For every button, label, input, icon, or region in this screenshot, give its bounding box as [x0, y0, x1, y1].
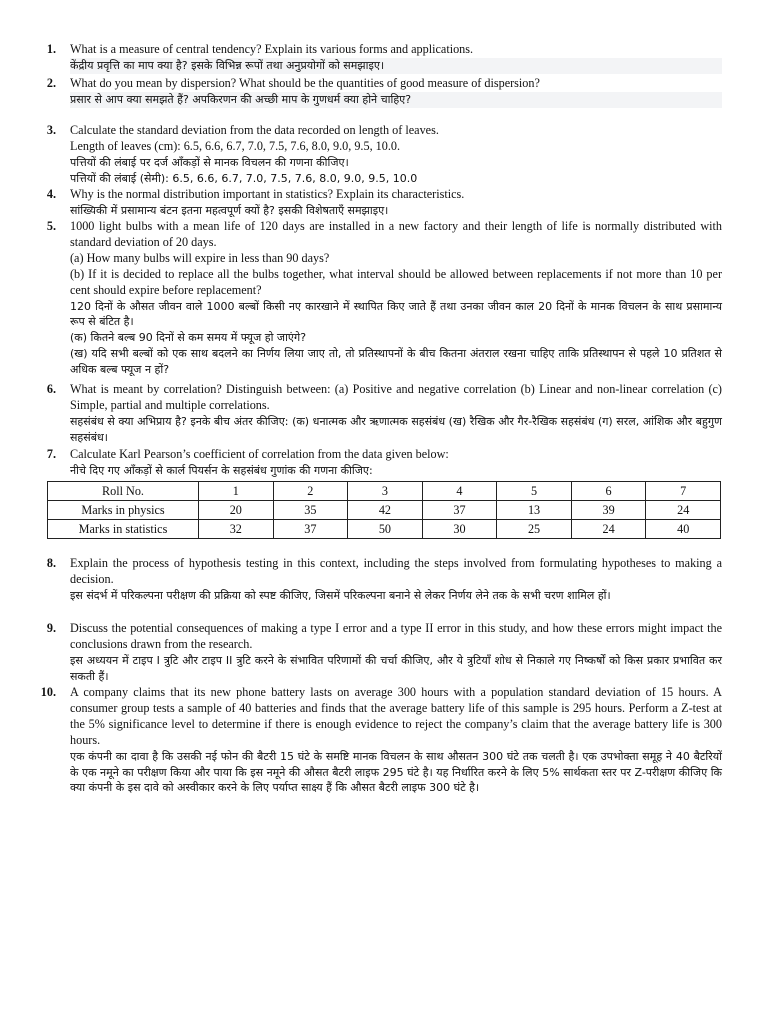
question-number: 10.: [40, 685, 56, 699]
question-part-a-hi: (क) कितने बल्ब 90 दिनों से कम समय में फ्यूज हो जाएंगे?: [70, 331, 307, 345]
table-cell: 35: [273, 501, 348, 520]
question-number: 6.: [46, 382, 56, 396]
question-number: 7.: [46, 447, 56, 461]
question-text-en: Explain the process of hypothesis testing in this context, including the steps involved from formulating hypotheses to making a decision.: [70, 556, 722, 586]
question-part-b-en: (b) If it is decided to replace all the bulbs together, what interval should be allowed between replacements if not more than 10 per cent should expire before replacement?: [70, 266, 722, 297]
question-text-hi: सहसंबंध से क्या अभिप्राय है? इनके बीच अंतर कीजिए: (क) धनात्मक और ऋणात्मक सहसंबंध (ख) रैखिक और गैर-रैखिक सहसंबंध (ग) सरल, आंशिक और बहुगुण सहसंबंध।: [70, 414, 722, 444]
table-cell: 40: [646, 520, 721, 539]
table-cell: 24: [571, 520, 646, 539]
table-cell: 2: [273, 482, 348, 501]
question-text-en: 1000 light bulbs with a mean life of 120 days are installed in a new factory and their length of life is normally distributed with standard deviation of 20 days.: [70, 219, 722, 249]
table-cell: 42: [348, 501, 423, 520]
question-number: 2.: [46, 76, 56, 90]
question-text-en: A company claims that its new phone battery lasts on average 300 hours with a population standard deviation of 15 hours. A consumer group tests a sample of 40 batteries and finds that the average battery life of this sample is 295 hours. Perform a Z-test at the 5% significance level to determine if there is enough evidence to reject the company’s claim that the average battery life is 300 hours.: [70, 685, 722, 747]
table-cell: 39: [571, 501, 646, 520]
question-text-hi: केंद्रीय प्रवृत्ति का माप क्या है? इसके विभिन्न रूपों तथा अनुप्रयोगों को समझाइए।: [70, 58, 722, 74]
question-text-en: What do you mean by dispersion? What should be the quantities of good measure of dispersion?: [70, 76, 540, 90]
question-data-en: Length of leaves (cm): 6.5, 6.6, 6.7, 7.0, 7.5, 7.6, 8.0, 9.0, 9.5, 10.0.: [70, 138, 401, 153]
table-cell: 1: [199, 482, 274, 501]
table-row: [48, 501, 721, 520]
question-text-hi: नीचे दिए गए आँकड़ों से कार्ल पियर्सन के सहसंबंध गुणांक की गणना कीजिए:: [70, 463, 373, 477]
question-number: 4.: [46, 187, 56, 201]
table-cell: 6: [571, 482, 646, 501]
question-number: 8.: [46, 556, 56, 570]
question-data-hi: पत्तियों की लंबाई (सेमी): 6.5, 6.6, 6.7, 7.0, 7.5, 7.6, 8.0, 9.0, 9.5, 10.0: [70, 171, 418, 185]
question-number: 9.: [46, 621, 56, 635]
question-text-en: Calculate the standard deviation from the data recorded on length of leaves.: [70, 123, 439, 137]
question-text-hi: पत्तियों की लंबाई पर दर्ज आँकड़ों से मानक विचलन की गणना कीजिए।: [70, 155, 349, 169]
table-cell: 20: [199, 501, 274, 520]
table-cell: 7: [646, 482, 721, 501]
table-cell: 37: [273, 520, 348, 539]
question-text-en: Calculate Karl Pearson’s coefficient of correlation from the data given below:: [70, 447, 449, 461]
table-cell: 24: [646, 501, 721, 520]
table-cell: 13: [497, 501, 572, 520]
table-cell: Roll No.: [48, 482, 199, 501]
question-text-hi: सांख्यिकी में प्रसामान्य बंटन इतना महत्वपूर्ण क्यों है? इसकी विशेषताएँ समझाइए।: [70, 203, 389, 217]
question-text-en: Why is the normal distribution important in statistics? Explain its characteristics.: [70, 187, 465, 201]
table-cell: 37: [422, 501, 497, 520]
table-cell: 3: [348, 482, 423, 501]
question-text-en: Discuss the potential consequences of making a type I error and a type II error in this study, and how these errors might impact the conclusions drawn from the research.: [70, 621, 722, 651]
table-cell: 5: [497, 482, 572, 501]
marks-table: [47, 481, 721, 539]
question-number: 1.: [46, 42, 56, 56]
question-number: 5.: [46, 219, 56, 233]
question-part-a-en: (a) How many bulbs will expire in less than 90 days?: [70, 250, 330, 265]
question-number: 3.: [46, 123, 56, 137]
table-cell: Marks in physics: [48, 501, 199, 520]
question-text-hi: इस अध्ययन में टाइप I त्रुटि और टाइप II त्रुटि करने के संभावित परिणामों की चर्चा कीजिए, और ये त्रुटियाँ शोध से निकाले गए निष्कर्षों को किस प्रकार प्रभावित कर सकती हैं।: [70, 653, 722, 683]
question-text-en: What is meant by correlation? Distinguish between: (a) Positive and negative correlation (b) Linear and non-linear correlation (c) Simple, partial and multiple correlations.: [70, 382, 722, 412]
question-text-en: What is a measure of central tendency? Explain its various forms and applications.: [70, 42, 474, 56]
question-text-hi: 120 दिनों के औसत जीवन वाले 1000 बल्बों किसी नए कारखाने में स्थापित किए जाते हैं तथा उनका जीवन काल 20 दिनों के मानक विचलन के साथ प्रसामान्य रूप से बंटित है।: [70, 299, 722, 329]
table-cell: 25: [497, 520, 572, 539]
table-cell: 30: [422, 520, 497, 539]
table-cell: Marks in statistics: [48, 520, 199, 539]
table-row: [48, 520, 721, 539]
question-text-hi: एक कंपनी का दावा है कि उसकी नई फोन की बैटरी 15 घंटे के समष्टि मानक विचलन के साथ औसतन 300 घंटे तक चलती है। एक उपभोक्ता समूह ने 40 बैटरियों के एक नमूने का परीक्षण किया और पाया कि इस नमूने की औसत बैटरी लाइफ 295 घंटे है। यह निर्धारित करने के लिए 5% सार्थकता स्तर पर Z-परीक्षण कीजिए कि क्या कंपनी के इस दावे को अस्वीकार करने के लिए पर्याप्त साक्ष्य हैं कि औसत बैटरी लाइफ 300 घंटे है।: [70, 749, 722, 795]
question-part-b-hi: (ख) यदि सभी बल्बों को एक साथ बदलने का निर्णय लिया जाए तो, तो प्रतिस्थापनों के बीच कितना अंतराल रखना चाहिए ताकि प्रतिस्थापन से पहले 10 प्रतिशत से अधिक बल्ब फ्यूज न हों?: [70, 347, 722, 377]
question-text-hi: प्रसार से आप क्या समझते हैं? अपकिरणन की अच्छी माप के गुणधर्म क्या होने चाहिए?: [70, 92, 722, 108]
question-text-hi: इस संदर्भ में परिकल्पना परीक्षण की प्रक्रिया को स्पष्ट कीजिए, जिसमें परिकल्पना बनाने से लेकर निर्णय लेने तक के सभी चरण शामिल हों।: [70, 588, 611, 602]
table-cell: 50: [348, 520, 423, 539]
table-cell: 4: [422, 482, 497, 501]
table-cell: 32: [199, 520, 274, 539]
table-row: [48, 482, 721, 501]
